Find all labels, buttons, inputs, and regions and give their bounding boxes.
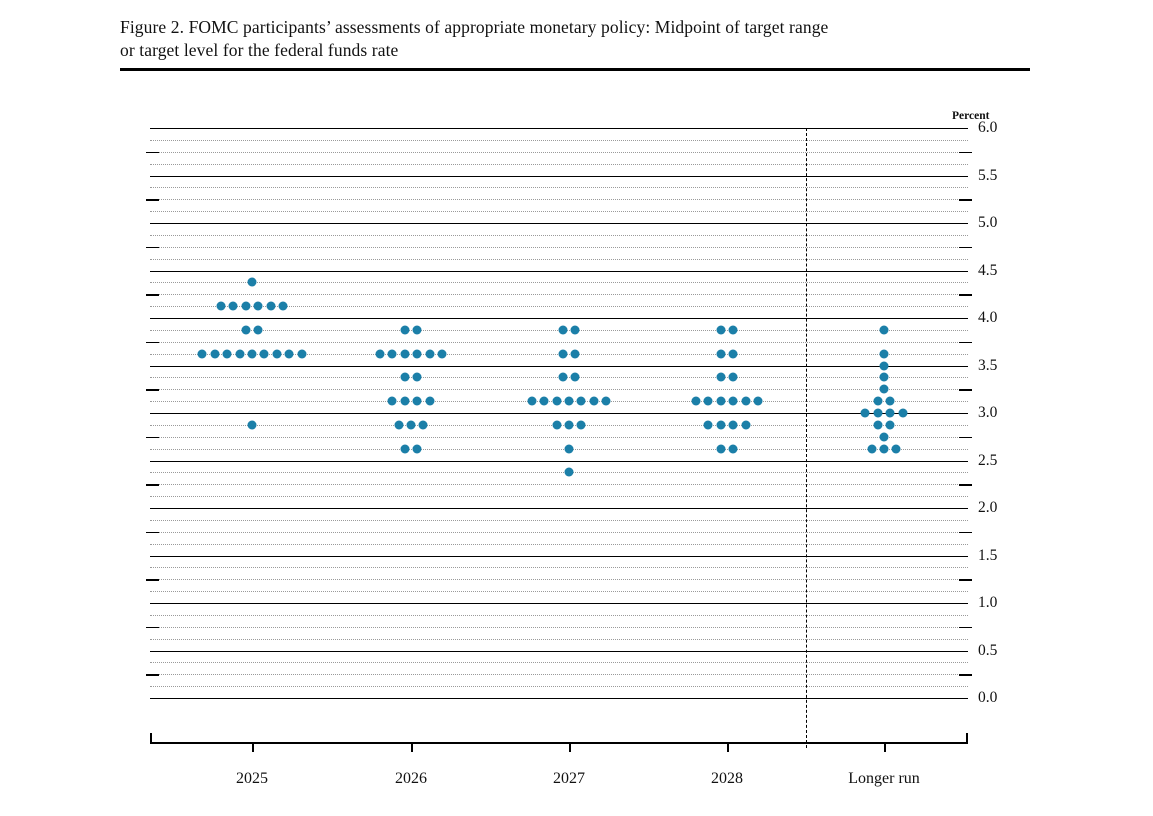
data-point-dot — [565, 444, 574, 453]
data-point-dot — [886, 420, 895, 429]
data-point-dot — [558, 325, 567, 334]
y-axis-tick-right — [959, 294, 972, 296]
data-point-dot — [716, 373, 725, 382]
data-point-dot — [729, 444, 738, 453]
gridline-major — [150, 461, 968, 462]
gridline-minor — [150, 140, 968, 141]
x-axis-tick — [884, 743, 886, 752]
data-point-dot — [880, 349, 889, 358]
data-point-dot — [413, 325, 422, 334]
x-axis-tick — [411, 743, 413, 752]
chart-plot-area — [150, 128, 968, 698]
y-axis-tick-left — [146, 294, 159, 296]
data-point-dot — [729, 349, 738, 358]
data-point-dot — [565, 420, 574, 429]
data-point-dot — [729, 325, 738, 334]
data-point-dot — [266, 302, 275, 311]
data-point-dot — [272, 349, 281, 358]
data-point-dot — [880, 444, 889, 453]
gridline-major — [150, 698, 968, 699]
y-axis-label: 3.0 — [978, 404, 998, 421]
gridline-minor — [150, 532, 968, 533]
data-point-dot — [376, 349, 385, 358]
y-axis-tick-left — [146, 247, 159, 249]
data-point-dot — [861, 409, 870, 418]
gridline-minor — [150, 449, 968, 450]
y-axis-tick-right — [959, 532, 972, 534]
figure-title-line-1: Figure 2. FOMC participants’ assessments of appropriate monetary policy: Midpoint of target range — [120, 17, 829, 37]
gridline-major — [150, 271, 968, 272]
data-point-dot — [552, 420, 561, 429]
y-axis-label: 1.5 — [978, 546, 998, 564]
data-point-dot — [729, 373, 738, 382]
data-point-dot — [571, 349, 580, 358]
gridline-major — [150, 508, 968, 509]
gridline-minor — [150, 259, 968, 260]
data-point-dot — [260, 349, 269, 358]
x-axis-right-cap — [966, 733, 968, 744]
data-point-dot — [716, 444, 725, 453]
y-axis-tick-left — [146, 532, 159, 534]
gridline-major — [150, 556, 968, 557]
data-point-dot — [704, 420, 713, 429]
data-point-dot — [217, 302, 226, 311]
gridline-major — [150, 223, 968, 224]
y-axis-tick-right — [959, 247, 972, 249]
data-point-dot — [279, 302, 288, 311]
y-axis-tick-left — [146, 579, 159, 581]
y-axis-label: 4.0 — [978, 309, 998, 326]
data-point-dot — [285, 349, 294, 358]
x-axis-category-label: 2025 — [236, 770, 268, 787]
gridline-minor — [150, 199, 968, 200]
data-point-dot — [413, 397, 422, 406]
data-point-dot — [388, 397, 397, 406]
figure-title — [120, 16, 1030, 62]
data-point-dot — [413, 444, 422, 453]
data-point-dot — [602, 397, 611, 406]
y-axis-unit-label: Percent — [952, 110, 990, 122]
gridline-minor — [150, 627, 968, 628]
data-point-dot — [235, 349, 244, 358]
y-axis-tick-left — [146, 389, 159, 391]
title-divider — [120, 68, 1030, 71]
gridline-major — [150, 318, 968, 319]
y-axis-tick-right — [959, 389, 972, 391]
y-axis-tick-right — [959, 627, 972, 629]
data-point-dot — [880, 361, 889, 370]
data-point-dot — [716, 349, 725, 358]
data-point-dot — [394, 420, 403, 429]
data-point-dot — [558, 349, 567, 358]
y-axis-tick-right — [959, 437, 972, 439]
gridline-major — [150, 603, 968, 604]
data-point-dot — [400, 397, 409, 406]
x-axis-line — [150, 742, 968, 744]
y-axis-tick-left — [146, 199, 159, 201]
gridline-minor — [150, 579, 968, 580]
gridline-minor — [150, 294, 968, 295]
y-axis-label: 5.5 — [978, 166, 998, 184]
gridline-minor — [150, 674, 968, 675]
gridline-minor — [150, 164, 968, 165]
data-point-dot — [571, 325, 580, 334]
y-axis-label: 0.0 — [978, 689, 998, 706]
data-point-dot — [400, 444, 409, 453]
y-axis-label: 1.0 — [978, 594, 998, 611]
y-axis-tick-left — [146, 674, 159, 676]
data-point-dot — [565, 468, 574, 477]
longer-run-separator — [806, 128, 807, 748]
x-axis-category-label: 2027 — [553, 770, 585, 787]
data-point-dot — [741, 397, 750, 406]
gridline-minor — [150, 247, 968, 248]
data-point-dot — [892, 444, 901, 453]
data-point-dot — [741, 420, 750, 429]
data-point-dot — [880, 432, 889, 441]
data-point-dot — [241, 325, 250, 334]
data-point-dot — [248, 278, 257, 287]
data-point-dot — [880, 373, 889, 382]
gridline-minor — [150, 484, 968, 485]
data-point-dot — [438, 349, 447, 358]
data-point-dot — [873, 409, 882, 418]
gridline-minor — [150, 342, 968, 343]
data-point-dot — [558, 373, 567, 382]
y-axis-tick-left — [146, 342, 159, 344]
gridline-major — [150, 366, 968, 367]
data-point-dot — [898, 409, 907, 418]
figure-title-line-2: or target level for the federal funds rate — [120, 40, 399, 60]
x-axis-tick — [727, 743, 729, 752]
gridline-minor — [150, 686, 968, 687]
gridline-major — [150, 651, 968, 652]
y-axis-tick-left — [146, 152, 159, 154]
data-point-dot — [552, 397, 561, 406]
data-point-dot — [716, 325, 725, 334]
data-point-dot — [704, 397, 713, 406]
data-point-dot — [425, 397, 434, 406]
y-axis-label: 3.5 — [978, 356, 998, 374]
data-point-dot — [880, 325, 889, 334]
y-axis-tick-right — [959, 199, 972, 201]
gridline-minor — [150, 235, 968, 236]
data-point-dot — [873, 397, 882, 406]
gridline-minor — [150, 211, 968, 212]
x-axis-tick — [569, 743, 571, 752]
x-axis-category-label: Longer run — [848, 770, 920, 787]
gridline-minor — [150, 544, 968, 545]
x-axis-tick — [252, 743, 254, 752]
gridline-minor — [150, 437, 968, 438]
gridline-minor — [150, 389, 968, 390]
x-axis-category-label: 2028 — [711, 770, 743, 787]
y-axis-tick-left — [146, 484, 159, 486]
gridline-minor — [150, 282, 968, 283]
data-point-dot — [873, 420, 882, 429]
data-point-dot — [425, 349, 434, 358]
gridline-minor — [150, 472, 968, 473]
data-point-dot — [886, 409, 895, 418]
gridline-major — [150, 128, 968, 129]
y-axis-label: 2.5 — [978, 451, 998, 469]
gridline-minor — [150, 639, 968, 640]
data-point-dot — [880, 385, 889, 394]
data-point-dot — [716, 420, 725, 429]
data-point-dot — [692, 397, 701, 406]
gridline-minor — [150, 591, 968, 592]
y-axis-label: 2.0 — [978, 499, 998, 516]
data-point-dot — [297, 349, 306, 358]
data-point-dot — [400, 325, 409, 334]
y-axis-tick-right — [959, 342, 972, 344]
data-point-dot — [254, 302, 263, 311]
y-axis-tick-right — [959, 484, 972, 486]
gridline-minor — [150, 187, 968, 188]
gridline-minor — [150, 662, 968, 663]
data-point-dot — [223, 349, 232, 358]
data-point-dot — [729, 420, 738, 429]
y-axis-label: 0.5 — [978, 641, 998, 659]
y-axis-tick-left — [146, 437, 159, 439]
data-point-dot — [400, 349, 409, 358]
y-axis-tick-right — [959, 152, 972, 154]
data-point-dot — [577, 397, 586, 406]
gridline-minor — [150, 567, 968, 568]
data-point-dot — [754, 397, 763, 406]
data-point-dot — [419, 420, 428, 429]
y-axis-tick-right — [959, 579, 972, 581]
x-axis-left-cap — [150, 733, 152, 744]
data-point-dot — [413, 373, 422, 382]
data-point-dot — [527, 397, 536, 406]
data-point-dot — [400, 373, 409, 382]
data-point-dot — [565, 397, 574, 406]
data-point-dot — [729, 397, 738, 406]
y-axis-tick-right — [959, 674, 972, 676]
data-point-dot — [254, 325, 263, 334]
data-point-dot — [198, 349, 207, 358]
data-point-dot — [407, 420, 416, 429]
data-point-dot — [716, 397, 725, 406]
data-point-dot — [388, 349, 397, 358]
data-point-dot — [577, 420, 586, 429]
gridline-major — [150, 176, 968, 177]
data-point-dot — [571, 373, 580, 382]
data-point-dot — [229, 302, 238, 311]
y-axis-label: 4.5 — [978, 261, 998, 279]
data-point-dot — [210, 349, 219, 358]
gridline-minor — [150, 496, 968, 497]
gridline-major — [150, 413, 968, 414]
data-point-dot — [248, 349, 257, 358]
data-point-dot — [241, 302, 250, 311]
gridline-minor — [150, 520, 968, 521]
data-point-dot — [886, 397, 895, 406]
gridline-minor — [150, 152, 968, 153]
y-axis-tick-left — [146, 627, 159, 629]
gridline-minor — [150, 615, 968, 616]
data-point-dot — [540, 397, 549, 406]
data-point-dot — [248, 420, 257, 429]
data-point-dot — [413, 349, 422, 358]
data-point-dot — [589, 397, 598, 406]
y-axis-label: 5.0 — [978, 214, 998, 231]
y-axis-label: 6.0 — [978, 119, 998, 136]
x-axis-category-label: 2026 — [395, 770, 427, 787]
data-point-dot — [867, 444, 876, 453]
